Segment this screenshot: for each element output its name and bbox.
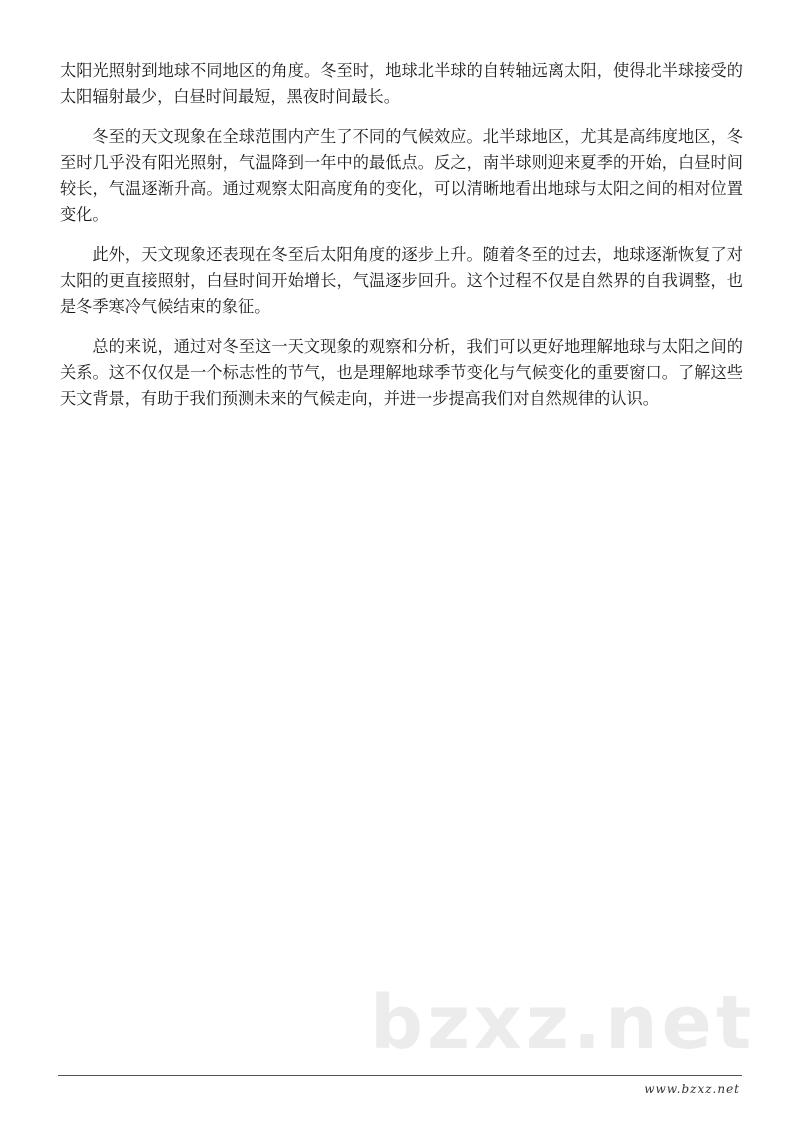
document-body	[60, 58, 743, 426]
paragraph: 冬至的天文现象在全球范围内产生了不同的气候效应。北半球地区，尤其是高纬度地区，冬至时几乎没有阳光照射，气温降到一年中的最低点。反之，南半球则迎来夏季的开始，白昼时间较长，气温逐渐升高。通过观察太阳高度角的变化，可以清晰地看出地球与太阳之间的相对位置变化。	[60, 127, 743, 224]
paragraph-continued: 太阳光照射到地球不同地区的角度。冬至时，地球北半球的自转轴远离太阳，使得北半球接受的太阳辐射最少，白昼时间最短，黑夜时间最长。	[60, 61, 743, 106]
footer-divider	[58, 1075, 742, 1076]
footer-url: www.bzxz.net	[644, 1082, 740, 1096]
paragraph: 此外，天文现象还表现在冬至后太阳角度的逐步上升。随着冬至的过去，地球逐渐恢复了对太阳的更直接照射，白昼时间开始增长，气温逐步回升。这个过程不仅是自然界的自我调整，也是冬季寒冷气候结束的象征。	[60, 245, 743, 316]
watermark-logo: bzxz.net	[370, 980, 756, 1066]
paragraph: 总的来说，通过对冬至这一天文现象的观察和分析，我们可以更好地理解地球与太阳之间的关系。这不仅仅是一个标志性的节气，也是理解地球季节变化与气候变化的重要窗口。了解这些天文背景，有助于我们预测未来的气候走向，并进一步提高我们对自然规律的认识。	[60, 337, 743, 408]
